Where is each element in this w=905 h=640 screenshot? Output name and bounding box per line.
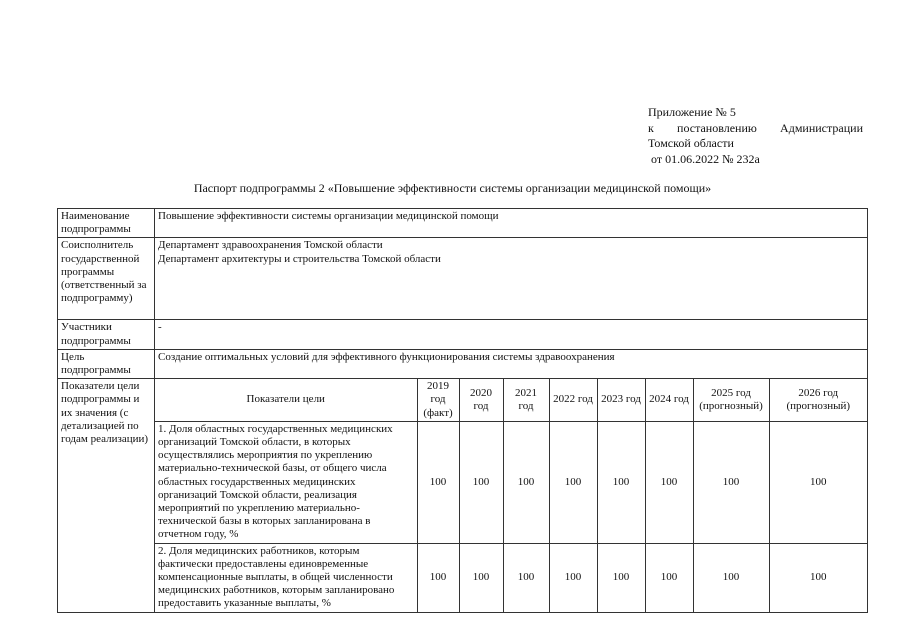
indicator-2-2026: 100 [769, 543, 867, 612]
indicator-1-2026: 100 [769, 421, 867, 543]
goal-label: Цель подпрограммы [58, 349, 155, 378]
header-2023: 2023 год [597, 379, 645, 421]
indicator-1-2025: 100 [693, 421, 769, 543]
annex-line-2-a: к [648, 120, 654, 135]
indicators-table [155, 379, 867, 611]
indicator-2-2023: 100 [597, 543, 645, 612]
row-goal [58, 349, 868, 378]
coexecutor-label: Соисполнитель государственной программы (ответственный за подпрограмму) [58, 238, 155, 320]
annex-block [648, 105, 863, 167]
indicator-2-2025: 100 [693, 543, 769, 612]
name-value: Повышение эффективности системы организации медицинской помощи [155, 209, 868, 238]
participants-value: - [155, 320, 868, 349]
header-2022: 2022 год [549, 379, 597, 421]
indicator-1-text: 1. Доля областных государственных медицинских организаций Томской области, в которых осуществлялись мероприятия по укреплению материально-технической базы, от общего числа областных государственных медицинских организаций Томской области, реализация мероприятий по укреплению материально-технической базы в которых запланирована в отчетном году, % [155, 421, 417, 543]
header-2024: 2024 год [645, 379, 693, 421]
annex-line-2 [648, 121, 863, 137]
coexecutor-value [155, 238, 868, 320]
document-title: Паспорт подпрограммы 2 «Повышение эффективности системы организации медицинской помощи» [193, 181, 712, 195]
indicator-2-2024: 100 [645, 543, 693, 612]
row-name [58, 209, 868, 238]
row-coexecutor [58, 238, 868, 320]
indicator-1-2023: 100 [597, 421, 645, 543]
header-2021: 2021 год [503, 379, 549, 421]
annex-line-4: от 01.06.2022 № 232а [651, 151, 760, 166]
indicator-2-2019: 100 [417, 543, 459, 612]
indicator-2-2020: 100 [459, 543, 503, 612]
indicator-1-2024: 100 [645, 421, 693, 543]
indicator-1-2019: 100 [417, 421, 459, 543]
passport-table [57, 208, 868, 613]
indicator-2-2022: 100 [549, 543, 597, 612]
name-label: Наименование подпрограммы [58, 209, 155, 238]
row-indicators [58, 379, 868, 612]
goal-value: Создание оптимальных условий для эффективного функционирования системы здравоохранения [155, 349, 868, 378]
header-2025: 2025 год (прогнозный) [693, 379, 769, 421]
annex-line-3: Томской области [648, 136, 734, 150]
indicator-1-2020: 100 [459, 421, 503, 543]
coexecutor-value-2: Департамент архитектуры и строительства Томской области [158, 252, 441, 265]
header-2020: 2020 год [459, 379, 503, 421]
indicator-2-text: 2. Доля медицинских работников, которым фактически предоставлены единовременные компенсационные выплаты, в общей численности медицинских работников, которым запланировано предоставить указанные выплаты, % [155, 543, 417, 612]
indicators-label: Показатели цели подпрограммы и их значения (с детализацией по годам реализации) [58, 379, 155, 612]
indicators-cell [155, 379, 868, 612]
table-row [155, 543, 867, 612]
header-2026: 2026 год (прогнозный) [769, 379, 867, 421]
annex-line-2-b: постановлению [677, 120, 757, 135]
header-indicator: Показатели цели [155, 379, 417, 421]
indicators-header-row [155, 379, 867, 421]
indicator-1-2021: 100 [503, 421, 549, 543]
annex-line-2-c: Администрации [780, 120, 863, 135]
table-row [155, 421, 867, 543]
participants-label: Участники подпрограммы [58, 320, 155, 349]
indicator-2-2021: 100 [503, 543, 549, 612]
annex-line-1: Приложение № 5 [648, 105, 736, 119]
row-participants [58, 320, 868, 349]
indicator-1-2022: 100 [549, 421, 597, 543]
coexecutor-value-1: Департамент здравоохранения Томской области [158, 239, 383, 252]
header-2019: 2019 год (факт) [417, 379, 459, 421]
